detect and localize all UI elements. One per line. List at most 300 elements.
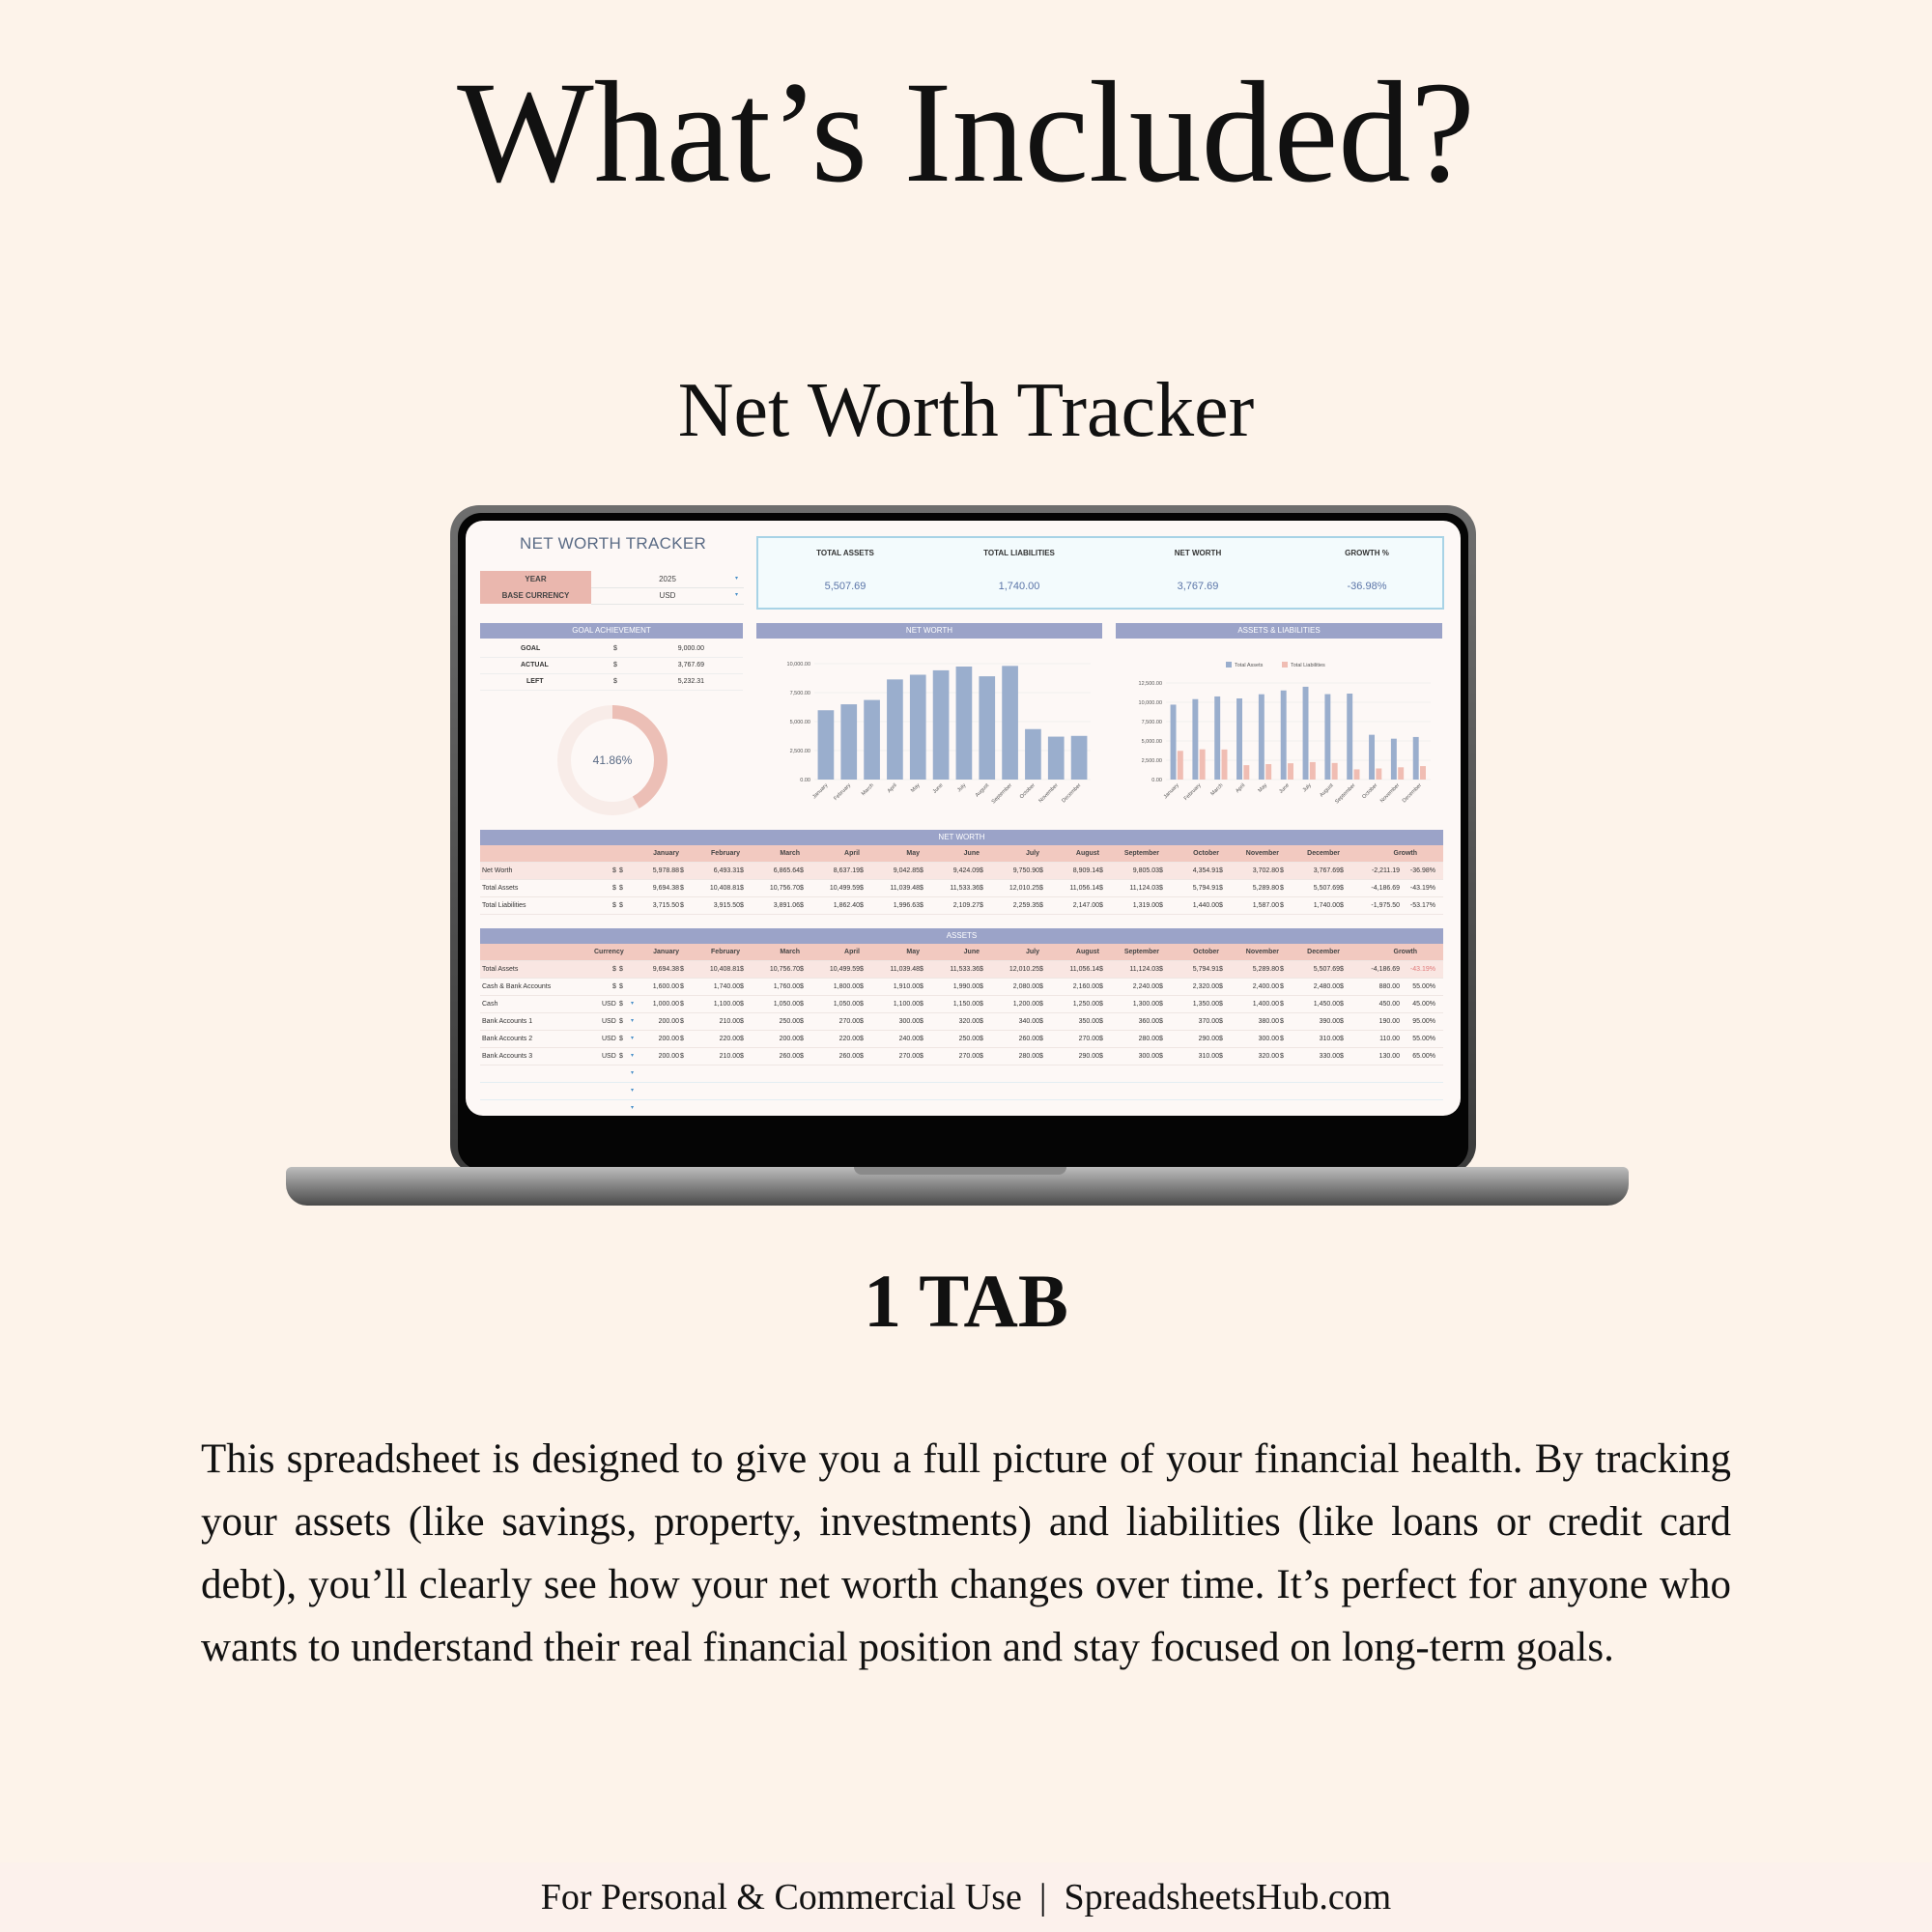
column-header: Growth: [1393, 850, 1417, 857]
value-cell: 260.00: [779, 1053, 800, 1060]
column-header: May: [906, 850, 920, 857]
x-tick-label: May: [910, 782, 922, 794]
value-cell: 1,600.00: [652, 983, 679, 990]
bar: [1243, 765, 1249, 780]
legend-swatch: [1226, 662, 1232, 668]
value-cell: 320.00: [1258, 1053, 1279, 1060]
dollar-sign: $: [980, 885, 983, 892]
x-tick-label: October: [1018, 782, 1037, 801]
value-cell: 110.00: [1379, 1036, 1400, 1042]
bar: [1391, 739, 1397, 780]
chevron-down-icon: ▾: [631, 1105, 635, 1111]
currency-cell: USD: [602, 1018, 616, 1025]
value-cell: 9,694.38: [652, 966, 679, 973]
row-label: Bank Accounts 1: [482, 1018, 533, 1025]
assets-table: [480, 944, 1443, 1116]
dollar-sign: $: [860, 1018, 864, 1025]
bar: [910, 674, 926, 780]
year-select[interactable]: [591, 571, 744, 588]
value-cell: 200.00: [658, 1053, 679, 1060]
x-tick-label: October: [1361, 782, 1379, 801]
dollar-sign: $: [920, 983, 923, 990]
growth-percent: 55.00%: [1412, 983, 1435, 990]
dollar-sign: $: [619, 867, 623, 874]
growth-percent: 45.00%: [1412, 1001, 1435, 1008]
dollar-sign: $: [1039, 902, 1043, 909]
value-cell: 300.00: [1138, 1053, 1159, 1060]
column-header: September: [1123, 949, 1159, 955]
dollar-sign: $: [1039, 983, 1043, 990]
dollar-sign: $: [1099, 966, 1103, 973]
x-tick-label: March: [860, 782, 875, 798]
value-cell: 9,042.85: [893, 867, 920, 874]
growth-percent: -43.19%: [1409, 966, 1435, 973]
column-header: August: [1075, 949, 1099, 955]
column-header: July: [1025, 850, 1039, 857]
dollar-sign: $: [1340, 1018, 1344, 1025]
bar: [1288, 763, 1293, 780]
dollar-sign: $: [680, 983, 684, 990]
left-label: LEFT: [526, 678, 544, 685]
value-cell: 10,499.59: [829, 966, 860, 973]
x-tick-label: February: [833, 782, 853, 802]
value-cell: 370.00: [1198, 1018, 1219, 1025]
legend-label: Total Liabilities: [1291, 663, 1325, 668]
value-cell: 280.00: [1138, 1036, 1159, 1042]
column-header: February: [711, 850, 740, 857]
value-cell: 1,740.00: [1313, 902, 1340, 909]
column-header: May: [906, 949, 920, 955]
value-cell: 11,039.48: [890, 885, 920, 892]
dollar-sign: $: [680, 1053, 684, 1060]
growth-percent: -36.98%: [1409, 867, 1435, 874]
value-cell: 1,100.00: [893, 1001, 920, 1008]
value-cell: 250.00: [958, 1036, 980, 1042]
currency-select[interactable]: [591, 587, 744, 605]
chevron-down-icon: ▾: [734, 576, 738, 582]
value-cell: 280.00: [1018, 1053, 1039, 1060]
dollar-sign: $: [1039, 867, 1043, 874]
value-cell: 1,050.00: [833, 1001, 860, 1008]
net-worth-chart-header: NET WORTH: [756, 623, 1102, 639]
dollar-sign: $: [740, 1018, 744, 1025]
row-label: Total Assets: [482, 885, 519, 892]
x-tick-label: June: [1278, 782, 1291, 795]
dollar-sign: $: [1219, 983, 1223, 990]
value-cell: 1,996.63: [893, 902, 920, 909]
legend-swatch: [1282, 662, 1288, 668]
dollar-sign: $: [1219, 902, 1223, 909]
dollar-sign: $: [860, 983, 864, 990]
left-row: [480, 673, 743, 691]
column-header: February: [711, 949, 740, 955]
dollar-sign: $: [1340, 885, 1344, 892]
empty-table-row: [480, 1100, 1443, 1116]
table-header-row: [480, 944, 1443, 961]
bar: [1281, 691, 1287, 780]
value-cell: 310.00: [1319, 1036, 1340, 1042]
value-cell: 1,862.40: [833, 902, 860, 909]
sheet-title: NET WORTH TRACKER: [520, 534, 707, 553]
table-row: [480, 1013, 1443, 1031]
dollar-sign: $: [1099, 867, 1103, 874]
bar: [956, 667, 973, 780]
value-cell: 5,507.69: [1313, 966, 1340, 973]
value-cell: 10,756.70: [769, 966, 800, 973]
actual-sym: $: [613, 662, 617, 668]
value-cell: 1,800.00: [833, 983, 860, 990]
x-tick-label: December: [1061, 782, 1083, 805]
dollar-sign: $: [1219, 966, 1223, 973]
growth-percent: 95.00%: [1412, 1018, 1435, 1025]
dollar-sign: $: [800, 1053, 804, 1060]
value-cell: 9,805.03: [1132, 867, 1159, 874]
kpi-value-growth: -36.98%: [1347, 581, 1387, 592]
bar: [864, 700, 880, 780]
bar: [1200, 750, 1206, 780]
column-header: April: [844, 850, 860, 857]
x-tick-label: November: [1037, 782, 1060, 805]
dollar-sign: $: [1039, 1053, 1043, 1060]
value-cell: 1,740.00: [713, 983, 740, 990]
value-cell: 10,408.81: [709, 966, 740, 973]
table-row: [480, 897, 1443, 915]
x-tick-label: August: [974, 782, 991, 799]
laptop-notch: [854, 1167, 1066, 1175]
dollar-sign: $: [619, 983, 623, 990]
x-tick-label: March: [1209, 782, 1225, 798]
chevron-down-icon: ▾: [631, 1088, 635, 1094]
value-cell: 1,000.00: [652, 1001, 679, 1008]
value-cell: 11,056.14: [1069, 885, 1099, 892]
value-cell: 220.00: [719, 1036, 740, 1042]
value-cell: 300.00: [898, 1018, 920, 1025]
value-cell: 2,400.00: [1252, 983, 1279, 990]
bar: [979, 676, 995, 780]
net-worth-table: [480, 845, 1443, 915]
value-cell: 240.00: [898, 1036, 920, 1042]
laptop-screen: [466, 521, 1461, 1116]
currency-cell: USD: [602, 1053, 616, 1060]
row-label: Cash & Bank Accounts: [482, 983, 552, 990]
footer-site: SpreadsheetsHub.com: [1064, 1877, 1392, 1918]
dollar-sign: $: [1159, 867, 1163, 874]
assets-liabilities-chart: [1116, 640, 1442, 814]
value-cell: 1,910.00: [893, 983, 920, 990]
dollar-sign: $: [1039, 1036, 1043, 1042]
value-cell: 1,150.00: [952, 1001, 980, 1008]
growth-percent: 65.00%: [1412, 1053, 1435, 1060]
table-row: [480, 1031, 1443, 1048]
currency-cell: $: [612, 983, 616, 990]
currency-cell: $: [612, 867, 616, 874]
value-cell: 8,909.14: [1072, 867, 1099, 874]
assets-table-header: ASSETS: [480, 928, 1443, 944]
dollar-sign: $: [1219, 1018, 1223, 1025]
value-cell: 5,289.80: [1252, 885, 1279, 892]
actual-label: ACTUAL: [521, 662, 549, 668]
goal-value: 9,000.00: [677, 645, 704, 652]
chevron-down-icon: ▾: [631, 1070, 635, 1076]
kpi-label-growth: GROWTH %: [1345, 549, 1389, 557]
dollar-sign: $: [1280, 1018, 1284, 1025]
x-tick-label: September: [1334, 782, 1357, 806]
chevron-down-icon: ▾: [734, 592, 738, 598]
growth-percent: 55.00%: [1412, 1036, 1435, 1042]
value-cell: -4,186.69: [1371, 885, 1400, 892]
column-header: July: [1025, 949, 1039, 955]
donut-percent: 41.86%: [592, 753, 633, 767]
value-cell: 5,507.69: [1313, 885, 1340, 892]
x-tick-label: December: [1401, 782, 1423, 805]
tab-count: 1 TAB: [864, 1259, 1068, 1343]
column-header: March: [780, 850, 800, 857]
column-header: January: [653, 949, 679, 955]
dollar-sign: $: [920, 1036, 923, 1042]
bar: [1236, 698, 1242, 780]
goal-row: [480, 640, 743, 658]
dollar-sign: $: [1039, 1018, 1043, 1025]
dollar-sign: $: [980, 1018, 983, 1025]
dollar-sign: $: [1340, 1053, 1344, 1060]
x-tick-label: April: [886, 782, 898, 795]
row-label: Bank Accounts 2: [482, 1036, 533, 1042]
column-header: October: [1193, 850, 1219, 857]
kpi-value-total-liabilities: 1,740.00: [998, 581, 1040, 592]
currency-value: USD: [659, 591, 676, 600]
value-cell: 260.00: [838, 1053, 860, 1060]
chevron-down-icon: ▾: [631, 1001, 635, 1007]
dollar-sign: $: [1159, 1036, 1163, 1042]
currency-label: BASE CURRENCY: [480, 587, 591, 604]
value-cell: 1,440.00: [1192, 902, 1219, 909]
bar: [1025, 729, 1041, 780]
table-header-row: [480, 845, 1443, 863]
dollar-sign: $: [1039, 1001, 1043, 1008]
currency-cell: $: [612, 966, 616, 973]
value-cell: 1,350.00: [1192, 1001, 1219, 1008]
dollar-sign: $: [1159, 1053, 1163, 1060]
table-row: [480, 863, 1443, 880]
bar: [1420, 766, 1426, 780]
bar: [1171, 704, 1177, 780]
bar: [1310, 762, 1316, 780]
bar: [1192, 699, 1198, 780]
dollar-sign: $: [860, 1001, 864, 1008]
value-cell: 4,354.91: [1192, 867, 1219, 874]
value-cell: 6,865.64: [773, 867, 800, 874]
footer-separator: |: [1038, 1877, 1047, 1918]
value-cell: 270.00: [898, 1053, 920, 1060]
dollar-sign: $: [680, 867, 684, 874]
dollar-sign: $: [980, 966, 983, 973]
dollar-sign: $: [1039, 885, 1043, 892]
value-cell: 880.00: [1378, 983, 1400, 990]
y-tick-label: 2,500.00: [1141, 758, 1162, 764]
bar: [1376, 768, 1381, 780]
value-cell: 12,010.25: [1009, 966, 1039, 973]
dollar-sign: $: [1219, 867, 1223, 874]
value-cell: 1,400.00: [1252, 1001, 1279, 1008]
y-tick-label: 2,500.00: [789, 749, 810, 754]
row-label: Bank Accounts 3: [482, 1053, 533, 1060]
value-cell: 290.00: [1078, 1053, 1099, 1060]
table-row: [480, 996, 1443, 1013]
x-tick-label: January: [1162, 782, 1180, 801]
y-tick-label: 0.00: [800, 778, 810, 783]
value-cell: 2,160.00: [1072, 983, 1099, 990]
dollar-sign: $: [740, 885, 744, 892]
value-cell: 210.00: [719, 1053, 740, 1060]
dollar-sign: $: [860, 1053, 864, 1060]
bar: [933, 670, 950, 780]
y-tick-label: 7,500.00: [789, 691, 810, 696]
dollar-sign: $: [1219, 1053, 1223, 1060]
dollar-sign: $: [980, 1053, 983, 1060]
value-cell: -4,186.69: [1371, 966, 1400, 973]
dollar-sign: $: [619, 902, 623, 909]
dollar-sign: $: [860, 885, 864, 892]
chevron-down-icon: ▾: [631, 1053, 635, 1059]
dollar-sign: $: [680, 966, 684, 973]
dollar-sign: $: [1219, 1036, 1223, 1042]
bar: [840, 704, 857, 780]
bar: [887, 679, 903, 780]
bar: [818, 710, 835, 780]
column-header: August: [1075, 850, 1099, 857]
year-value: 2025: [659, 575, 676, 583]
bar: [1324, 695, 1330, 780]
dollar-sign: $: [1340, 902, 1344, 909]
value-cell: 210.00: [719, 1018, 740, 1025]
x-tick-label: November: [1378, 782, 1402, 805]
value-cell: 360.00: [1138, 1018, 1159, 1025]
dollar-sign: $: [1099, 1053, 1103, 1060]
dollar-sign: $: [1159, 983, 1163, 990]
value-cell: 1,200.00: [1012, 1001, 1039, 1008]
currency-cell: USD: [602, 1036, 616, 1042]
year-label: YEAR: [480, 571, 591, 587]
value-cell: 1,250.00: [1072, 1001, 1099, 1008]
dollar-sign: $: [740, 902, 744, 909]
bar: [1178, 751, 1183, 780]
value-cell: 380.00: [1258, 1018, 1279, 1025]
dollar-sign: $: [1099, 983, 1103, 990]
left-sym: $: [613, 678, 617, 685]
dollar-sign: $: [800, 885, 804, 892]
dollar-sign: $: [1280, 1053, 1284, 1060]
bar: [1071, 736, 1088, 780]
dollar-sign: $: [920, 902, 923, 909]
value-cell: 200.00: [658, 1018, 679, 1025]
dollar-sign: $: [1280, 867, 1284, 874]
column-header: April: [844, 949, 860, 955]
dollar-sign: $: [800, 966, 804, 973]
row-label: Total Liabilities: [482, 902, 526, 909]
value-cell: 250.00: [779, 1018, 800, 1025]
chevron-down-icon: ▾: [631, 1036, 635, 1041]
value-cell: 2,240.00: [1132, 983, 1159, 990]
dollar-sign: $: [740, 1001, 744, 1008]
dollar-sign: $: [619, 1036, 623, 1042]
dollar-sign: $: [800, 983, 804, 990]
currency-cell: USD: [602, 1001, 616, 1008]
value-cell: 11,533.36: [950, 885, 980, 892]
dollar-sign: $: [980, 902, 983, 909]
dollar-sign: $: [980, 1001, 983, 1008]
dollar-sign: $: [1340, 867, 1344, 874]
y-tick-label: 12,500.00: [1138, 681, 1162, 687]
bar: [1214, 696, 1220, 780]
dollar-sign: $: [619, 966, 623, 973]
dollar-sign: $: [920, 867, 923, 874]
bar: [1332, 763, 1338, 780]
dollar-sign: $: [1159, 1001, 1163, 1008]
value-cell: 2,147.00: [1072, 902, 1099, 909]
dollar-sign: $: [860, 1036, 864, 1042]
growth-percent: -43.19%: [1409, 885, 1435, 892]
x-tick-label: July: [1301, 782, 1313, 794]
x-tick-label: August: [1319, 782, 1335, 799]
x-tick-label: September: [990, 782, 1013, 806]
bar: [1398, 767, 1404, 780]
net-worth-table-header: NET WORTH: [480, 830, 1443, 845]
bar: [1002, 666, 1018, 780]
dollar-sign: $: [1099, 1018, 1103, 1025]
dollar-sign: $: [740, 1036, 744, 1042]
value-cell: 1,587.00: [1252, 902, 1279, 909]
dollar-sign: $: [920, 1001, 923, 1008]
column-header: October: [1193, 949, 1219, 955]
dollar-sign: $: [1099, 885, 1103, 892]
bar: [1265, 764, 1271, 780]
value-cell: 2,259.35: [1012, 902, 1039, 909]
value-cell: 220.00: [838, 1036, 860, 1042]
table-row: [480, 880, 1443, 897]
value-cell: -2,211.19: [1371, 867, 1400, 874]
value-cell: 5,289.80: [1252, 966, 1279, 973]
assets-chart-header: ASSETS & LIABILITIES: [1116, 623, 1442, 639]
value-cell: 2,080.00: [1012, 983, 1039, 990]
value-cell: 9,694.38: [652, 885, 679, 892]
value-cell: 8,637.19: [833, 867, 860, 874]
dollar-sign: $: [860, 966, 864, 973]
kpi-value-total-assets: 5,507.69: [824, 581, 867, 592]
main-title: What’s Included?: [457, 52, 1475, 213]
currency-cell: $: [612, 902, 616, 909]
dollar-sign: $: [680, 902, 684, 909]
net-worth-chart: [756, 640, 1102, 814]
y-tick-label: 7,500.00: [1141, 720, 1162, 725]
value-cell: 10,408.81: [709, 885, 740, 892]
x-tick-label: February: [1182, 782, 1203, 802]
y-tick-label: 10,000.00: [1138, 700, 1162, 706]
table-row: [480, 979, 1443, 996]
value-cell: 1,300.00: [1132, 1001, 1159, 1008]
value-cell: 2,109.27: [952, 902, 980, 909]
value-cell: 1,319.00: [1132, 902, 1159, 909]
footer-usage: For Personal & Commercial Use: [540, 1877, 1022, 1918]
kpi-label-net-worth: NET WORTH: [1174, 549, 1222, 557]
bar: [1259, 695, 1264, 780]
dollar-sign: $: [680, 885, 684, 892]
value-cell: 320.00: [958, 1018, 980, 1025]
value-cell: 2,480.00: [1313, 983, 1340, 990]
x-tick-label: January: [811, 782, 830, 801]
dollar-sign: $: [1280, 1001, 1284, 1008]
row-label: Net Worth: [482, 867, 513, 874]
x-tick-label: April: [1235, 782, 1247, 795]
